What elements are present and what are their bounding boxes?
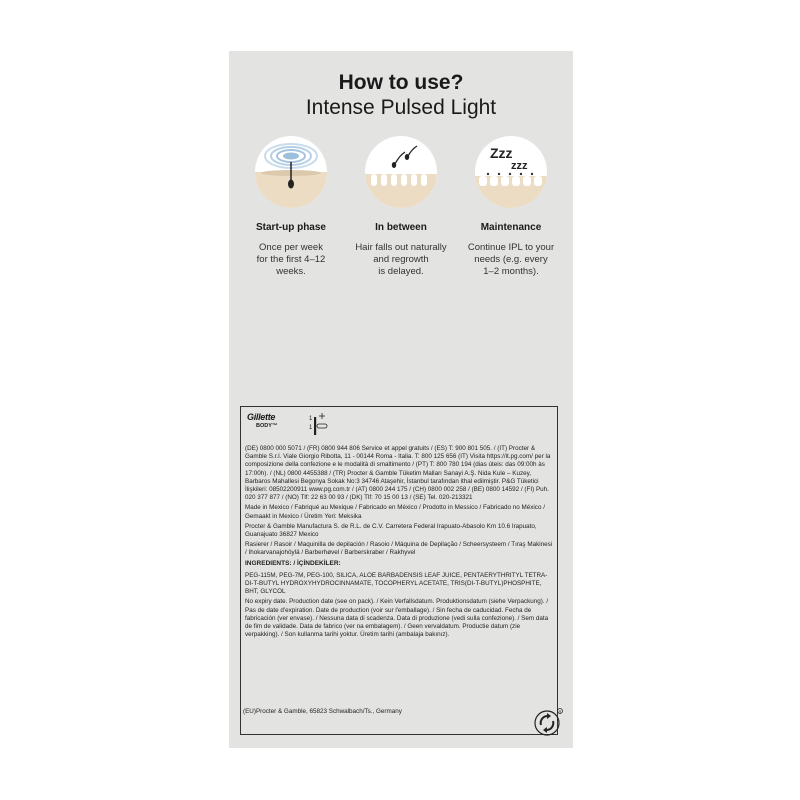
brand-name: Gillette	[247, 412, 276, 422]
made-in: Made in Mexico / Fabriqué au Mexique / Fabricado en México / Prodotto in Messico / Fabricado no México / Gemaakt in Mexico / Üretim Yeri: Meksika	[245, 504, 545, 520]
sleep-icon	[475, 136, 547, 208]
brand-sub: BODY™	[256, 423, 278, 429]
light-pulse-icon	[255, 136, 327, 208]
contact-info: (DE) 0800 000 5071 / (FR) 0800 944 806 Service et appel gratuits / (ES) T: 900 801 505. / (IT) Procter & Gamble S.r.l. Viale Giorgio Ribotta, 11 - 00144 Roma - Italia. T: 800 125 656 (IT) Visita https://it.pg.com/ per la composizione della confezione e le modalità di smaltimento / (PT) T: 800 780 194 (dias úteis: das 09:00h às 17:00h). / (NL) 0800 4455388 / (TR) Procter & Gamble Tüketim Malları Sanayi A.Ş. Nida Kule – Kuzey, Barbaros Mahallesi Begonya Sokak No:3 34746 Ataşehir, İstanbul tarafından ithal edilmiştir. P&G Tüketici İlişkileri: 08502200911 www.pg.com.tr / (AT) 0800 244 175 / (CH) 0800 002 258 / (BE) 0800 14592 / (FI) Puh. 020 377 877 / (NO) Tlf: 22 63 00 93 / (DK) Tlf: 70 15 00 13 / (SE) Tel. 020-213321	[245, 445, 551, 502]
svg-text:1: 1	[309, 425, 313, 431]
step-in-between	[346, 136, 456, 278]
brand-logo	[245, 411, 365, 435]
recycle-icon	[533, 707, 563, 737]
manufacturer: Procter & Gamble Manufactura S. de R.L. de C.V. Carretera Federal Irapuato-Abasolo Km 10.6 Irapuato, Guanajuato 36827 Mexico	[245, 522, 537, 539]
expiry-info: No expiry date. Production date (see on pack). / Kein Verfallsdatum. Produktionsdatum (siehe Verpackung). / Pas de date d'expiration. Date de production (voir sur l'emballage). / Sin fecha de caducidad. Fecha de fabricación (ver envase). / Nessuna data di scadenza. Data di produzione (vedi sulla confezione). / Sem data de fim de validade. Data de fabrico (ver na embalagem). / Geen vervaldatum. Productie datum (zie verpakking). / Son kullanma tarihi yoktur. Üretim tarihi (ambalaja bakınız).	[245, 598, 549, 639]
step-description: Once per week for the first 4–12 weeks.	[256, 242, 326, 277]
svg-text:R: R	[558, 708, 562, 714]
eu-address: (EU)Procter & Gamble, 65823 Schwalbach/Ts., Germany	[243, 708, 402, 715]
svg-text:1: 1	[309, 416, 313, 422]
svg-text:Zzz: Zzz	[490, 145, 513, 161]
regulatory-label	[240, 406, 558, 735]
page-title: How to use?	[338, 71, 464, 94]
ingredients-heading: INGREDIENTS: / İÇİNDEKİLER:	[245, 559, 341, 567]
svg-text:zzz: zzz	[511, 160, 528, 172]
razor-icon	[309, 413, 329, 437]
step-maintenance	[456, 136, 566, 278]
step-title: Maintenance	[480, 222, 542, 233]
page-subtitle: Intense Pulsed Light	[305, 96, 497, 119]
label-text	[245, 445, 553, 641]
step-description: Hair falls out naturally and regrowth is delayed.	[355, 242, 447, 277]
product-names: Rasierer / Rasoir / Maquinilla de depilación / Rasoio / Máquina de Depilação / Scheersysteem / Tıraş Makinesi / Ihokarvanajohöylä / Barberhøvel / Barberskraber / Rakhyvel	[245, 541, 553, 557]
step-description: Continue IPL to your needs (e.g. every 1–2 months).	[467, 242, 555, 277]
step-title: Start-up phase	[255, 222, 326, 233]
step-startup	[236, 136, 346, 278]
step-title: In between	[375, 222, 427, 233]
hair-falling-icon	[365, 136, 437, 208]
instruction-panel	[229, 51, 573, 748]
ingredients: PEG-115M, PEG-7M, PEG-100, SILICA, ALOE BARBADENSIS LEAF JUICE, PENTAERYTHRITYL TETRA-DI-T-BUTYL HYDROXYHYDROCINNAMATE, TOCOPHERYL ACETATE, TRIS(DI-T-BUTYL)PHOSPHITE, BHT, GLYCOL	[245, 571, 548, 596]
